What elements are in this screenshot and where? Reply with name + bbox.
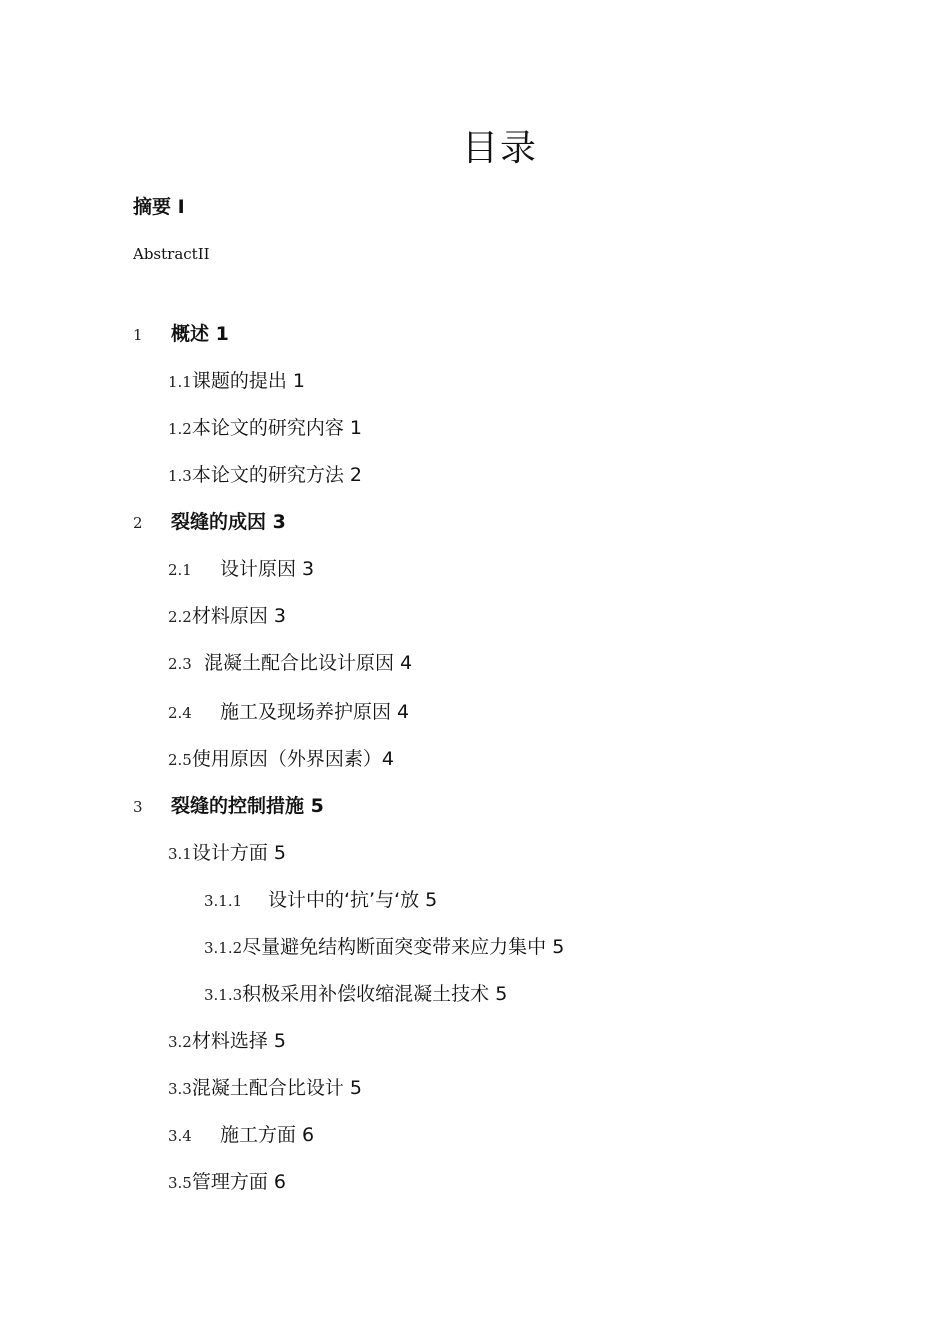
toc-entry-text: 裂缝的成因 3 xyxy=(171,511,286,533)
toc-entry-number: 3.3 xyxy=(168,1080,192,1098)
toc-entry[interactable] xyxy=(133,794,324,819)
toc-entry[interactable] xyxy=(168,747,394,772)
toc-entry-text: 概述 1 xyxy=(171,323,229,345)
toc-entry-number: 2.3 xyxy=(168,655,192,673)
toc-entry-text: 本论文的研究方法 2 xyxy=(191,464,362,486)
toc-entry[interactable] xyxy=(168,1170,286,1195)
toc-entry[interactable] xyxy=(168,1029,286,1054)
toc-entry-text: 设计中的‘抗’与‘放 5 xyxy=(268,889,438,911)
toc-entry-number: 3.4 xyxy=(168,1127,192,1145)
toc-entry[interactable] xyxy=(133,510,286,535)
toc-entry[interactable] xyxy=(168,700,409,725)
toc-entry[interactable] xyxy=(168,604,286,629)
toc-entry[interactable] xyxy=(168,841,286,866)
toc-entry-text: 混凝土配合比设计原因 4 xyxy=(204,652,413,674)
toc-entry-text: 设计方面 5 xyxy=(191,842,286,864)
toc-entry[interactable] xyxy=(204,888,437,913)
toc-entry[interactable] xyxy=(168,463,362,488)
toc-entry[interactable] xyxy=(204,982,507,1007)
toc-entry-text: 施工方面 6 xyxy=(220,1124,315,1146)
toc-abstract-en[interactable]: AbstractII xyxy=(133,245,210,263)
toc-entry-text: 课题的提出 1 xyxy=(191,370,305,392)
toc-entry-number: 3.5 xyxy=(168,1174,192,1192)
toc-entry-number: 1.1 xyxy=(168,373,192,391)
toc-entry-number: 3.1.3 xyxy=(204,986,243,1004)
toc-entry-number: 2 xyxy=(133,514,143,532)
toc-entry[interactable] xyxy=(168,369,305,394)
toc-entry[interactable] xyxy=(204,935,564,960)
toc-abstract-cn[interactable]: 摘要 I xyxy=(133,196,185,218)
page-title: 目录 xyxy=(461,128,538,169)
toc-entry-text: 积极采用补偿收缩混凝土技术 5 xyxy=(242,983,508,1005)
toc-entry-text: 设计原因 3 xyxy=(220,558,315,580)
toc-entry-number: 2.5 xyxy=(168,751,192,769)
toc-entry-number: 2.2 xyxy=(168,608,192,626)
toc-entry-text: 材料原因 3 xyxy=(191,605,286,627)
toc-entry-text: 尽量避免结构断面突变带来应力集中 5 xyxy=(242,936,565,958)
toc-entry-number: 3 xyxy=(133,798,143,816)
toc-entry-text: 本论文的研究内容 1 xyxy=(191,417,362,439)
toc-entry[interactable] xyxy=(133,322,229,347)
toc-entry-number: 1 xyxy=(133,326,143,344)
toc-entry[interactable] xyxy=(168,416,362,441)
toc-entry-text: 使用原因（外界因素）4 xyxy=(191,748,394,770)
toc-entry[interactable] xyxy=(168,1076,362,1101)
toc-entry-number: 3.1 xyxy=(168,845,192,863)
toc-entry-text: 裂缝的控制措施 5 xyxy=(171,795,324,817)
toc-entry-number: 3.1.1 xyxy=(204,892,243,910)
toc-entry-text: 混凝土配合比设计 5 xyxy=(191,1077,362,1099)
toc-entry-number: 3.2 xyxy=(168,1033,192,1051)
toc-entry-number: 2.4 xyxy=(168,704,192,722)
toc-entry[interactable] xyxy=(168,651,412,676)
toc-entry-text: 材料选择 5 xyxy=(191,1030,286,1052)
toc-entry-text: 管理方面 6 xyxy=(191,1171,286,1193)
toc-entry-text: 施工及现场养护原因 4 xyxy=(220,701,410,723)
toc-entry-number: 1.2 xyxy=(168,420,192,438)
toc-entry-number: 2.1 xyxy=(168,561,192,579)
toc-entry[interactable] xyxy=(168,557,314,582)
toc-entry[interactable] xyxy=(168,1123,314,1148)
toc-entry-number: 3.1.2 xyxy=(204,939,243,957)
toc-entry-number: 1.3 xyxy=(168,467,192,485)
